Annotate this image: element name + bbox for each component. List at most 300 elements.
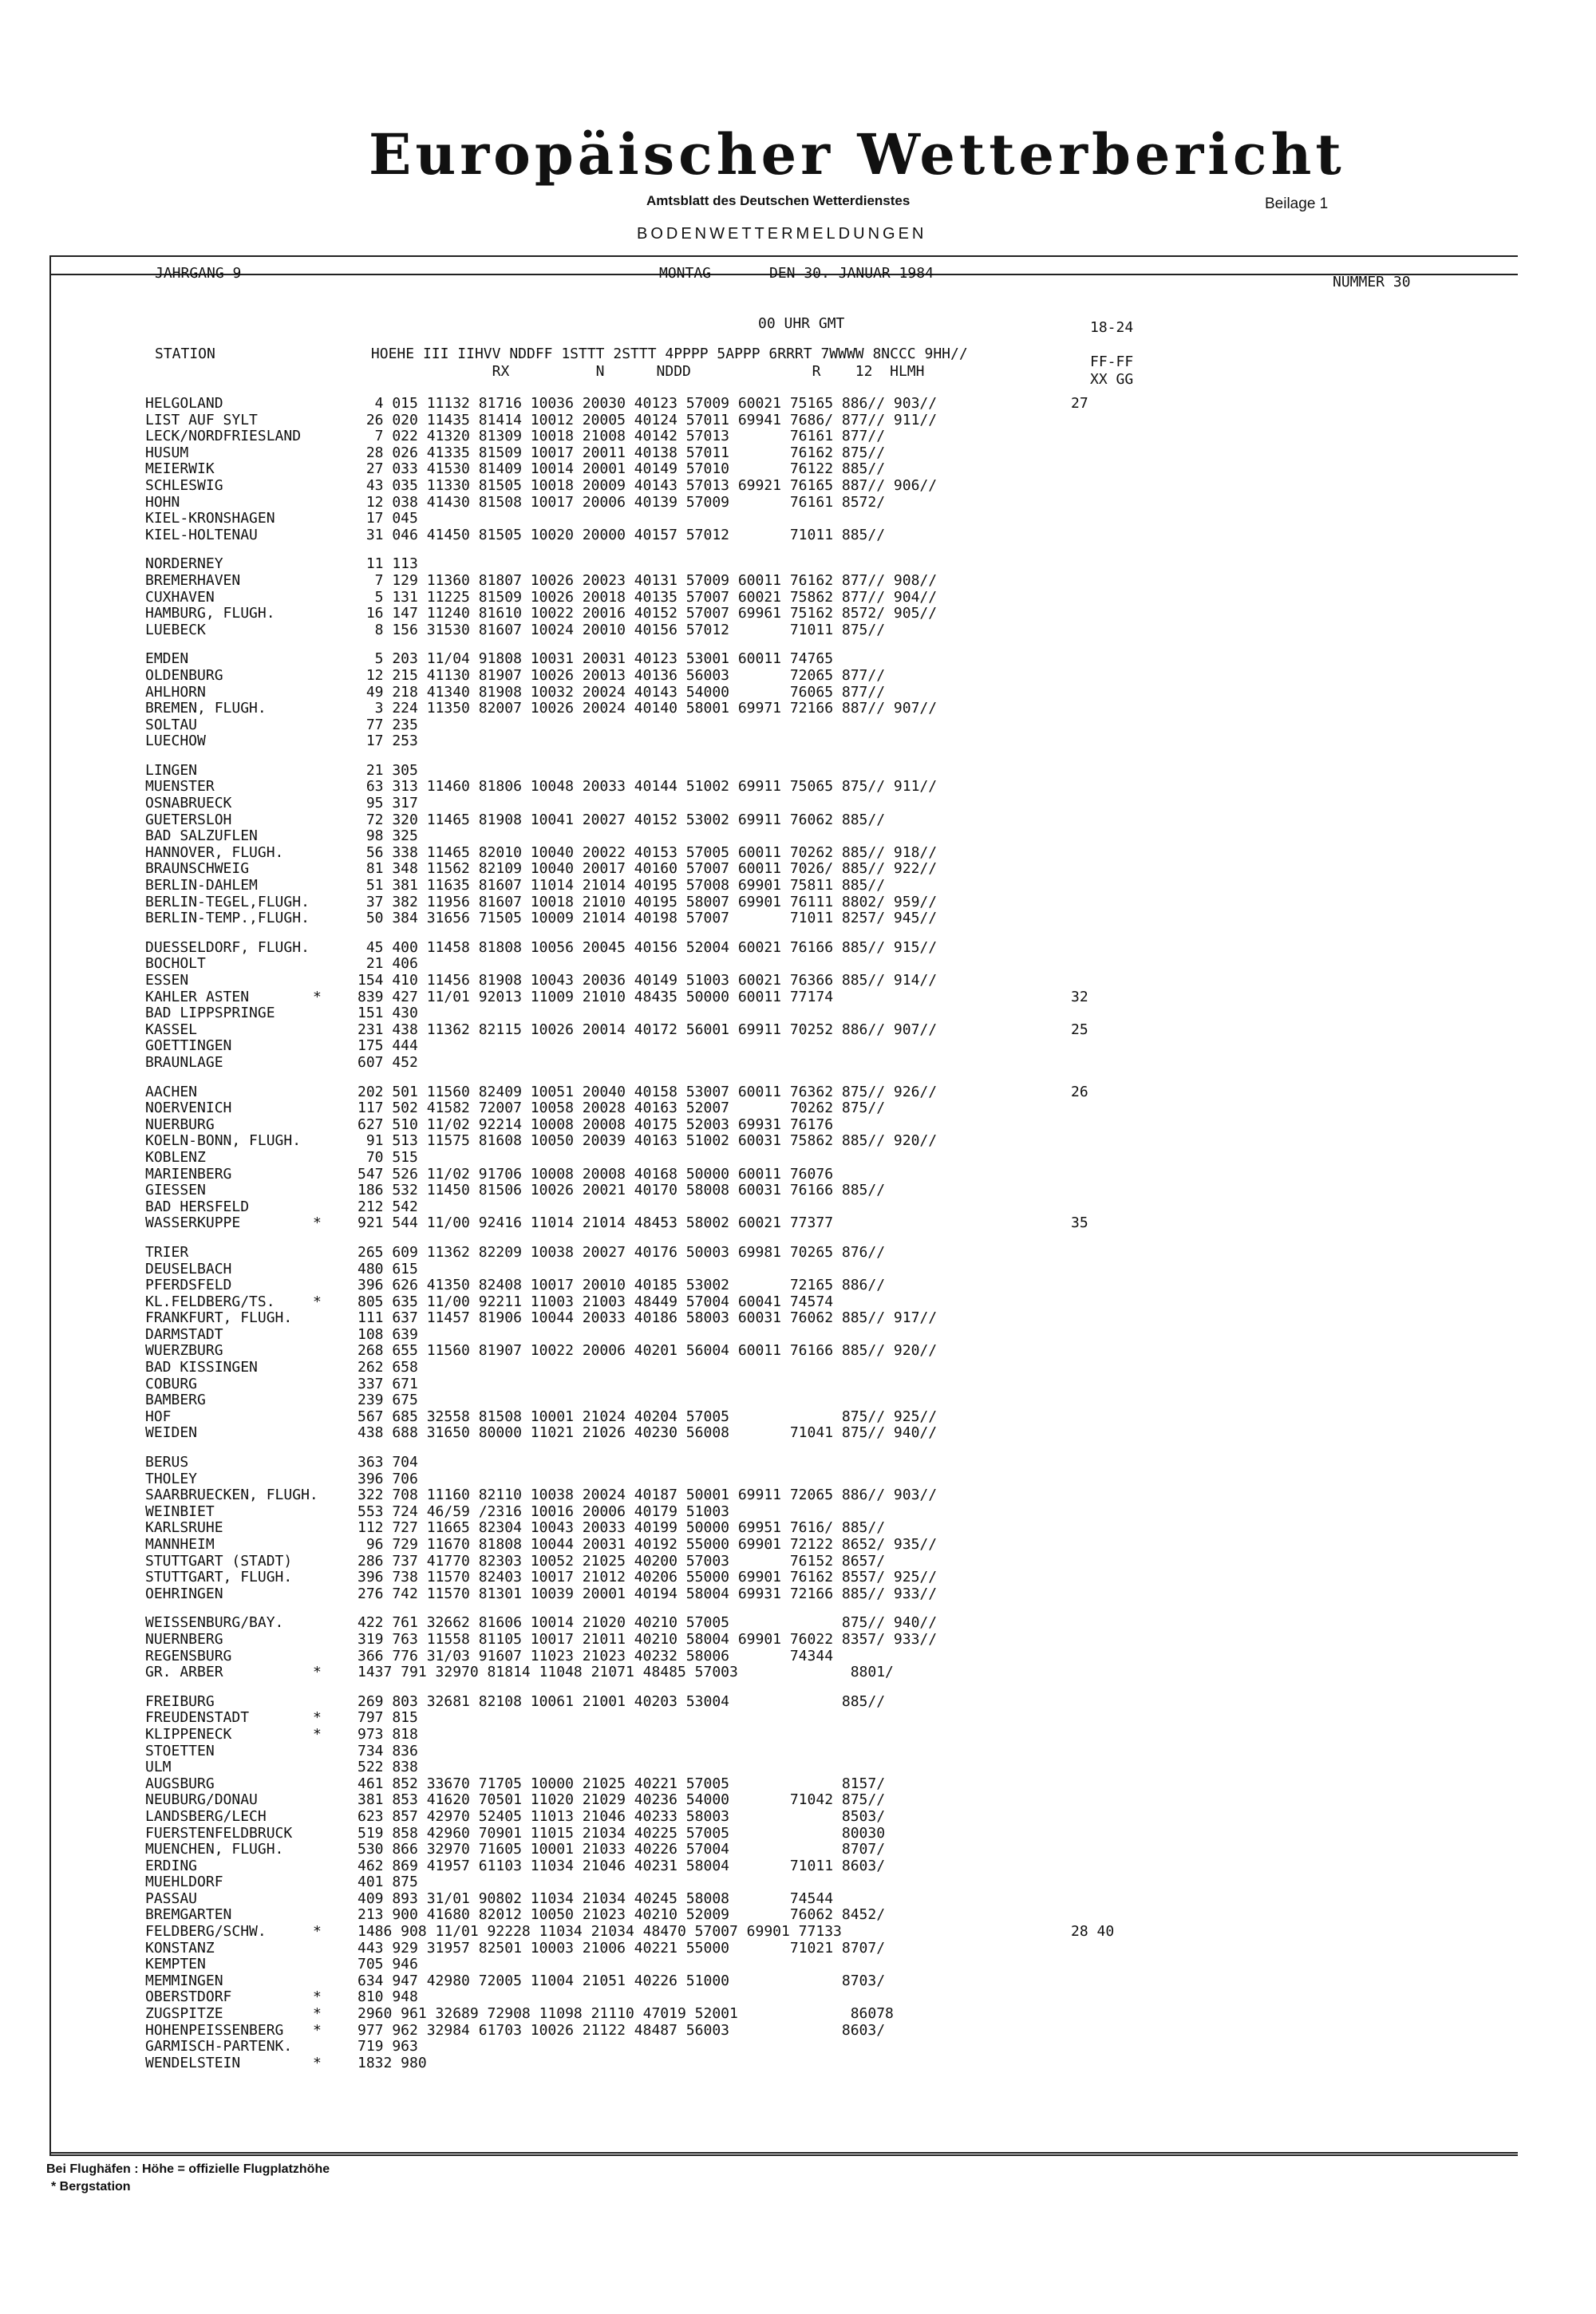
station-name: FUERSTENFELDBRUCK bbox=[145, 1825, 293, 1842]
station-row bbox=[145, 989, 1550, 1006]
station-row bbox=[145, 1694, 1550, 1711]
station-name: GOETTINGEN bbox=[145, 1038, 232, 1055]
station-row bbox=[145, 1038, 1550, 1055]
station-row bbox=[145, 622, 1550, 639]
observation-values: 81 348 11562 82109 10040 20017 40160 57007 60011 7026/ 885// 922// bbox=[358, 860, 938, 878]
station-name: KEMPTEN bbox=[145, 1957, 206, 1973]
station-name: BERLIN-TEMP.,FLUGH. bbox=[145, 910, 310, 927]
station-name: BRAUNSCHWEIG bbox=[145, 861, 250, 878]
station-row bbox=[145, 2006, 1550, 2023]
station-row bbox=[145, 1858, 1550, 1875]
observation-values: 91 513 11575 81608 10050 20039 40163 51002 60031 75862 885// 920// bbox=[358, 1132, 938, 1150]
issue-number: NUMMER 30 bbox=[1333, 274, 1411, 290]
station-name: OEHRINGEN bbox=[145, 1585, 223, 1602]
station-row bbox=[145, 511, 1550, 527]
observation-values: 443 929 31957 82501 10003 21006 40221 55000 71021 8707/ bbox=[358, 1939, 886, 1957]
station-name: LECK/NORDFRIESLAND bbox=[145, 428, 302, 445]
wind-gust-values: 35 bbox=[1071, 1214, 1088, 1232]
station-name: NUERNBERG bbox=[145, 1631, 223, 1648]
station-row bbox=[145, 1183, 1550, 1199]
station-group bbox=[145, 556, 1550, 638]
observation-values: 3 224 11350 82007 10026 20024 40140 58001 69971 72166 887// 907// bbox=[358, 700, 938, 717]
station-row bbox=[145, 894, 1550, 911]
station-name: SCHLESWIG bbox=[145, 477, 223, 494]
station-row bbox=[145, 1343, 1550, 1360]
observation-values: 262 658 bbox=[358, 1359, 418, 1376]
station-row bbox=[145, 428, 1550, 445]
station-row bbox=[145, 1294, 1550, 1311]
station-name: BERUS bbox=[145, 1455, 189, 1471]
station-row bbox=[145, 1632, 1550, 1649]
station-name: HAMBURG, FLUGH. bbox=[145, 606, 275, 622]
observation-values: 26 020 11435 81414 10012 20005 40124 57011 69941 7686/ 877// 911// bbox=[358, 411, 938, 428]
observation-values: 12 215 41130 81907 10026 20013 40136 56003 72065 877// bbox=[358, 666, 886, 684]
observation-values: 31 046 41450 81505 10020 20000 40157 57012 71011 885// bbox=[358, 526, 886, 543]
observation-values: 51 381 11635 81607 11014 21014 40195 57008 69901 75811 885// bbox=[358, 877, 886, 894]
station-row bbox=[145, 779, 1550, 796]
station-name: NOERVENICH bbox=[145, 1100, 232, 1117]
station-row bbox=[145, 1022, 1550, 1039]
section-title: BODENWETTERMELDUNGEN bbox=[637, 225, 927, 243]
station-row bbox=[145, 1167, 1550, 1183]
station-row bbox=[145, 1425, 1550, 1442]
page-title: Europäischer Wetterbericht bbox=[369, 121, 1345, 188]
station-row bbox=[145, 2055, 1550, 2072]
station-name: BAD KISSINGEN bbox=[145, 1360, 258, 1376]
station-name: KAHLER ASTEN bbox=[145, 989, 250, 1005]
station-group bbox=[145, 1615, 1550, 1680]
station-name: BOCHOLT bbox=[145, 956, 206, 973]
observation-values: 151 430 bbox=[358, 1005, 418, 1022]
observation-values: 117 502 41582 72007 10058 20028 40163 52007 70262 875// bbox=[358, 1100, 886, 1117]
observation-values: 186 532 11450 81506 10026 20021 40170 58008 60031 76166 885// bbox=[358, 1182, 886, 1199]
station-row bbox=[145, 956, 1550, 973]
station-name: WUERZBURG bbox=[145, 1343, 223, 1360]
observation-time: 00 UHR GMT bbox=[758, 315, 845, 332]
station-row bbox=[145, 1941, 1550, 1957]
station-row bbox=[145, 1759, 1550, 1776]
observation-values: 553 724 46/59 /2316 10016 20006 40179 51003 bbox=[358, 1503, 729, 1520]
station-row bbox=[145, 413, 1550, 429]
wind-gust-values: 27 bbox=[1071, 395, 1088, 412]
station-row bbox=[145, 527, 1550, 544]
station-row bbox=[145, 940, 1550, 957]
observation-values: 231 438 11362 82115 10026 20014 40172 56001 69911 70252 886// 907// bbox=[358, 1021, 938, 1038]
station-name: KASSEL bbox=[145, 1021, 198, 1038]
observation-values: 213 900 41680 82012 10050 21023 40210 52009 76062 8452/ bbox=[358, 1906, 886, 1924]
station-name: CUXHAVEN bbox=[145, 589, 215, 606]
observation-values: 21 305 bbox=[358, 761, 418, 779]
station-name: STUTTGART, FLUGH. bbox=[145, 1570, 293, 1586]
station-row bbox=[145, 1005, 1550, 1022]
station-name: HUSUM bbox=[145, 444, 189, 461]
station-name: KIEL-HOLTENAU bbox=[145, 527, 258, 543]
station-row bbox=[145, 1117, 1550, 1134]
station-row bbox=[145, 445, 1550, 462]
observation-values: 438 688 31650 80000 11021 21026 40230 56008 71041 875// 940// bbox=[358, 1424, 938, 1442]
station-name: NORDERNEY bbox=[145, 556, 223, 573]
wind-gust-values: 25 bbox=[1071, 1021, 1088, 1038]
observation-values: 21 406 bbox=[358, 955, 418, 973]
station-name: REGENSBURG bbox=[145, 1648, 232, 1664]
station-name: MANNHEIM bbox=[145, 1537, 215, 1553]
observation-values: 519 858 42960 70901 11015 21034 40225 57005 80030 bbox=[358, 1824, 886, 1842]
observation-values: 77 235 bbox=[358, 716, 418, 733]
observation-values: 522 838 bbox=[358, 1759, 418, 1776]
station-row bbox=[145, 590, 1550, 606]
station-row bbox=[145, 1277, 1550, 1294]
station-name: BREMERHAVEN bbox=[145, 572, 241, 589]
station-row bbox=[145, 1924, 1550, 1941]
observation-values: 286 737 41770 82303 10052 21025 40200 57003 76152 8657/ bbox=[358, 1552, 886, 1570]
observation-values: 396 626 41350 82408 10017 20010 40185 53002 72165 886// bbox=[358, 1277, 886, 1294]
station-name: LINGEN bbox=[145, 762, 198, 779]
station-name: GUETERSLOH bbox=[145, 811, 232, 828]
observation-values: 530 866 32970 71605 10001 21033 40226 57004 8707/ bbox=[358, 1841, 886, 1858]
station-row bbox=[145, 1554, 1550, 1570]
station-name: MUEHLDORF bbox=[145, 1874, 223, 1891]
station-name: BAD HERSFELD bbox=[145, 1198, 250, 1215]
station-name: BAD LIPPSPRINGE bbox=[145, 1005, 275, 1022]
observation-values: 98 325 bbox=[358, 827, 418, 845]
station-row bbox=[145, 1743, 1550, 1760]
station-name: PFERDSFELD bbox=[145, 1277, 232, 1294]
mountain-station-marker: * bbox=[313, 1293, 322, 1310]
observation-values: 5 131 11225 81509 10026 20018 40135 57007 60021 75862 877// 904// bbox=[358, 588, 938, 606]
station-row bbox=[145, 973, 1550, 989]
station-name: KIEL-KRONSHAGEN bbox=[145, 511, 275, 527]
observation-values: 366 776 31/03 91607 11023 21023 40232 58006 74344 bbox=[358, 1647, 834, 1664]
station-name: PASSAU bbox=[145, 1890, 198, 1907]
observation-values: 705 946 bbox=[358, 1956, 418, 1973]
station-name: DEUSELBACH bbox=[145, 1261, 232, 1277]
station-group bbox=[145, 1455, 1550, 1602]
observation-values: 175 444 bbox=[358, 1037, 418, 1055]
station-name: KL.FELDBERG/TS. bbox=[145, 1293, 275, 1310]
observation-values: 977 962 32984 61703 10026 21122 48487 56003 8603/ bbox=[358, 2021, 886, 2039]
observation-values: 212 542 bbox=[358, 1198, 418, 1215]
station-name: GIESSEN bbox=[145, 1183, 206, 1199]
station-row bbox=[145, 1826, 1550, 1842]
observation-values: 719 963 bbox=[358, 2038, 418, 2055]
station-row bbox=[145, 1973, 1550, 1990]
station-row bbox=[145, 396, 1550, 413]
observation-values: 276 742 11570 81301 10039 20001 40194 58004 69931 72166 885// 933// bbox=[358, 1585, 938, 1602]
station-name: SAARBRUECKEN, FLUGH. bbox=[145, 1487, 318, 1504]
station-name: LANDSBERG/LECH bbox=[145, 1808, 267, 1825]
observation-values: 239 675 bbox=[358, 1392, 418, 1409]
mountain-station-marker: * bbox=[313, 1988, 322, 2006]
station-name: OSNABRUECK bbox=[145, 796, 232, 812]
station-row bbox=[145, 495, 1550, 511]
jahrgang: JAHRGANG 9 bbox=[155, 265, 242, 282]
observation-values: 627 510 11/02 92214 10008 20008 40175 52003 69931 76176 bbox=[358, 1116, 834, 1133]
station-row bbox=[145, 828, 1550, 845]
station-row bbox=[145, 1150, 1550, 1167]
station-name: ERDING bbox=[145, 1858, 198, 1874]
observation-values: 7 022 41320 81309 10018 21008 40142 57013 76161 877// bbox=[358, 428, 886, 445]
station-name: COBURG bbox=[145, 1376, 198, 1392]
observation-values: 95 317 bbox=[358, 795, 418, 812]
station-row bbox=[145, 878, 1550, 894]
station-name: MEIERWIK bbox=[145, 461, 215, 478]
station-row bbox=[145, 2023, 1550, 2040]
station-name: FREUDENSTADT bbox=[145, 1710, 250, 1727]
observation-values: 462 869 41957 61103 11034 21046 40231 58004 71011 8603/ bbox=[358, 1857, 886, 1874]
observation-values: 12 038 41430 81508 10017 20006 40139 57009 76161 8572/ bbox=[358, 493, 886, 511]
observation-values: 319 763 11558 81105 10017 21011 40210 58004 69901 76022 8357/ 933// bbox=[358, 1630, 938, 1648]
observation-values: 265 609 11362 82209 10038 20027 40176 50003 69981 70265 876// bbox=[358, 1243, 886, 1261]
station-name: WEISSENBURG/BAY. bbox=[145, 1615, 284, 1632]
station-row bbox=[145, 1710, 1550, 1727]
station-name: WEINBIET bbox=[145, 1503, 215, 1520]
observation-values: 16 147 11240 81610 10022 20016 40152 57007 69961 75162 8572/ 905// bbox=[358, 605, 938, 622]
observation-values: 480 615 bbox=[358, 1260, 418, 1277]
station-name: MUENCHEN, FLUGH. bbox=[145, 1842, 284, 1858]
observation-values: 96 729 11670 81808 10044 20031 40192 55000 69901 72122 8652/ 935// bbox=[358, 1536, 938, 1553]
station-name: AHLHORN bbox=[145, 684, 206, 701]
observation-values: 7 129 11360 81807 10026 20023 40131 57009 60011 76162 877// 908// bbox=[358, 571, 938, 589]
observation-values: 4 015 11132 81716 10036 20030 40123 57009 60021 75165 886// 903// bbox=[358, 395, 938, 412]
mountain-station-marker: * bbox=[313, 988, 322, 1005]
observation-values: 839 427 11/01 92013 11009 21010 48435 50000 60011 77174 bbox=[358, 988, 834, 1005]
station-group bbox=[145, 763, 1550, 927]
observation-values: 37 382 11956 81607 10018 21010 40195 58007 69901 76111 8802/ 959// bbox=[358, 893, 938, 910]
observation-values: 409 893 31/01 90802 11034 21034 40245 58008 74544 bbox=[358, 1890, 834, 1907]
observation-values: 623 857 42970 52405 11013 21046 40233 58003 8503/ bbox=[358, 1807, 886, 1825]
station-row bbox=[145, 1215, 1550, 1232]
observation-values: 401 875 bbox=[358, 1874, 418, 1891]
station-group bbox=[145, 396, 1550, 543]
station-row bbox=[145, 717, 1550, 734]
station-row bbox=[145, 478, 1550, 495]
observation-values: 17 253 bbox=[358, 733, 418, 750]
station-name: WENDELSTEIN bbox=[145, 2055, 241, 2071]
station-name: KONSTANZ bbox=[145, 1940, 215, 1957]
station-name: ULM bbox=[145, 1759, 172, 1776]
observation-values: 50 384 31656 71505 10009 21014 40198 57007 71011 8257/ 945// bbox=[358, 910, 938, 927]
station-name: BERLIN-DAHLEM bbox=[145, 878, 258, 894]
observation-values: 547 526 11/02 91706 10008 20008 40168 50000 60011 76076 bbox=[358, 1165, 834, 1183]
ff-range: 18-24 bbox=[1090, 319, 1134, 336]
station-name: LUEBECK bbox=[145, 622, 206, 638]
observation-values: 337 671 bbox=[358, 1375, 418, 1392]
station-name: BAMBERG bbox=[145, 1392, 206, 1409]
observation-values: 921 544 11/00 92416 11014 21014 48453 58002 60021 77377 bbox=[358, 1214, 834, 1232]
observation-values: 607 452 bbox=[358, 1053, 418, 1071]
station-name: KOBLENZ bbox=[145, 1149, 206, 1166]
observation-values: 43 035 11330 81505 10018 20009 40143 57013 69921 76165 887// 906// bbox=[358, 476, 938, 494]
station-name: NEUBURG/DONAU bbox=[145, 1792, 258, 1809]
station-row bbox=[145, 1360, 1550, 1376]
station-row bbox=[145, 1455, 1550, 1471]
station-row bbox=[145, 733, 1550, 750]
station-name: DARMSTADT bbox=[145, 1326, 223, 1343]
observation-values: 202 501 11560 82409 10051 20040 40158 53007 60011 76362 875// 926// bbox=[358, 1083, 938, 1100]
station-row bbox=[145, 1327, 1550, 1344]
observation-values: 1832 980 bbox=[358, 2054, 427, 2071]
station-row bbox=[145, 1842, 1550, 1858]
station-name: LIST AUF SYLT bbox=[145, 412, 258, 428]
station-row bbox=[145, 1957, 1550, 1973]
station-row bbox=[145, 1392, 1550, 1409]
station-name: HOHENPEISSENBERG bbox=[145, 2022, 284, 2039]
mountain-station-marker: * bbox=[313, 1709, 322, 1727]
station-row bbox=[145, 845, 1550, 862]
station-name: WASSERKUPPE bbox=[145, 1215, 241, 1232]
station-group bbox=[145, 1245, 1550, 1442]
observation-values: 63 313 11460 81806 10048 20033 40144 51002 69911 75065 875// 911// bbox=[358, 778, 938, 796]
footnote-airport-height: Bei Flughäfen : Höhe = offizielle Flugplatzhöhe bbox=[46, 2162, 330, 2176]
observation-values: 734 836 bbox=[358, 1742, 418, 1759]
station-row bbox=[145, 1055, 1550, 1072]
subtitle: Amtsblatt des Deutschen Wetterdienstes bbox=[646, 193, 911, 208]
station-name: FELDBERG/SCHW. bbox=[145, 1924, 267, 1941]
mountain-station-marker: * bbox=[313, 1923, 322, 1941]
station-row bbox=[145, 1409, 1550, 1426]
station-row bbox=[145, 685, 1550, 701]
station-row bbox=[145, 1199, 1550, 1216]
observation-values: 363 704 bbox=[358, 1454, 418, 1471]
station-row bbox=[145, 1586, 1550, 1603]
wind-gust-values: 26 bbox=[1071, 1083, 1088, 1100]
station-row bbox=[145, 1133, 1550, 1150]
station-row bbox=[145, 668, 1550, 685]
observation-values: 17 045 bbox=[358, 510, 418, 527]
observation-values: 28 026 41335 81509 10017 20011 40138 57011 76162 875// bbox=[358, 444, 886, 461]
station-name: GR. ARBER bbox=[145, 1664, 223, 1681]
station-name: ZUGSPITZE bbox=[145, 2006, 223, 2023]
station-row bbox=[145, 1100, 1550, 1117]
mountain-station-marker: * bbox=[313, 2005, 322, 2023]
station-name: MARIENBERG bbox=[145, 1166, 232, 1183]
station-name: WEIDEN bbox=[145, 1425, 198, 1442]
mountain-station-marker: * bbox=[313, 2021, 322, 2039]
station-name: SOLTAU bbox=[145, 717, 198, 733]
station-row bbox=[145, 1891, 1550, 1908]
station-group bbox=[145, 1694, 1550, 2072]
observation-values: 797 815 bbox=[358, 1709, 418, 1727]
station-group bbox=[145, 651, 1550, 750]
wind-gust-values: 32 bbox=[1071, 988, 1088, 1005]
station-row bbox=[145, 1615, 1550, 1632]
station-row bbox=[145, 1649, 1550, 1665]
observation-values: 1437 791 32970 81814 11048 21071 48485 57003 8801/ bbox=[358, 1664, 894, 1681]
station-row bbox=[145, 861, 1550, 878]
station-table bbox=[145, 396, 1550, 2084]
station-row bbox=[145, 2039, 1550, 2055]
observation-values: 56 338 11465 82010 10040 20022 40153 57005 60011 70262 885// 918// bbox=[358, 843, 938, 861]
station-name: GARMISCH-PARTENK. bbox=[145, 2039, 293, 2055]
station-row bbox=[145, 1664, 1550, 1681]
station-name: TRIER bbox=[145, 1244, 189, 1261]
station-name: STOETTEN bbox=[145, 1743, 215, 1759]
station-name: BERLIN-TEGEL,FLUGH. bbox=[145, 894, 310, 910]
observation-values: 154 410 11456 81908 10043 20036 40149 51003 60021 76366 885// 914// bbox=[358, 972, 938, 989]
station-name: STUTTGART (STADT) bbox=[145, 1553, 293, 1570]
observation-values: 396 738 11570 82403 10017 21012 40206 55000 69901 76162 8557/ 925// bbox=[358, 1569, 938, 1586]
observation-values: 422 761 32662 81606 10014 21020 40210 57005 875// 940// bbox=[358, 1614, 938, 1632]
station-name: BRAUNLAGE bbox=[145, 1054, 223, 1071]
station-row bbox=[145, 1504, 1550, 1521]
beilage-label: Beilage 1 bbox=[1265, 195, 1329, 212]
column-header-line2: RX N NDDD R 12 HLMH bbox=[155, 363, 925, 380]
station-name: FREIBURG bbox=[145, 1693, 215, 1710]
observation-values: 269 803 32681 82108 10061 21001 40203 53004 885// bbox=[358, 1692, 886, 1710]
station-row bbox=[145, 1310, 1550, 1327]
station-row bbox=[145, 1084, 1550, 1101]
station-name: KLIPPENECK bbox=[145, 1726, 232, 1743]
observation-values: 396 706 bbox=[358, 1470, 418, 1487]
station-row bbox=[145, 1520, 1550, 1537]
observation-values: 268 655 11560 81907 10022 20006 40201 56004 60011 76166 885// 920// bbox=[358, 1342, 938, 1360]
station-name: BREMGARTEN bbox=[145, 1907, 232, 1924]
station-name: OBERSTDORF bbox=[145, 1989, 232, 2006]
observation-values: 461 852 33670 71705 10000 21025 40221 57005 8157/ bbox=[358, 1775, 886, 1792]
station-group bbox=[145, 940, 1550, 1072]
station-row bbox=[145, 606, 1550, 622]
observation-values: 11 113 bbox=[358, 555, 418, 573]
station-name: HOF bbox=[145, 1408, 172, 1425]
station-name: HANNOVER, FLUGH. bbox=[145, 844, 284, 861]
station-name: BREMEN, FLUGH. bbox=[145, 701, 267, 717]
station-name: LUECHOW bbox=[145, 733, 206, 750]
observation-values: 973 818 bbox=[358, 1725, 418, 1743]
station-name: ESSEN bbox=[145, 973, 189, 989]
station-row bbox=[145, 573, 1550, 590]
station-name: HOHN bbox=[145, 494, 180, 511]
observation-values: 381 853 41620 70501 11020 21029 40236 54000 71042 875// bbox=[358, 1791, 886, 1809]
observation-values: 112 727 11665 82304 10043 20033 40199 50000 69951 7616/ 885// bbox=[358, 1519, 886, 1537]
station-row bbox=[145, 701, 1550, 717]
station-row bbox=[145, 1989, 1550, 2006]
station-row bbox=[145, 1376, 1550, 1393]
report-date: DEN 30. JANUAR 1984 bbox=[769, 265, 934, 282]
station-name: MUENSTER bbox=[145, 779, 215, 796]
station-row bbox=[145, 763, 1550, 780]
station-row bbox=[145, 1471, 1550, 1488]
mountain-station-marker: * bbox=[313, 1664, 322, 1681]
mountain-station-marker: * bbox=[313, 1725, 322, 1743]
station-row bbox=[145, 1776, 1550, 1793]
station-row bbox=[145, 1537, 1550, 1554]
observation-values: 1486 908 11/01 92228 11034 21034 48470 57007 69901 77133 bbox=[358, 1923, 842, 1941]
observation-values: 2960 961 32689 72908 11098 21110 47019 52001 86078 bbox=[358, 2005, 894, 2023]
wind-gust-values: 28 40 bbox=[1071, 1923, 1115, 1941]
observation-values: 27 033 41530 81409 10014 20001 40149 57010 76122 885// bbox=[358, 460, 886, 478]
station-name: OLDENBURG bbox=[145, 667, 223, 684]
observation-values: 322 708 11160 82110 10038 20024 40187 50001 69911 72065 886// 903// bbox=[358, 1487, 938, 1504]
station-row bbox=[145, 910, 1550, 927]
station-row bbox=[145, 796, 1550, 812]
observation-values: 8 156 31530 81607 10024 20010 40156 57012 71011 875// bbox=[358, 621, 886, 638]
footnote-mountain-station: * Bergstation bbox=[51, 2180, 131, 2194]
station-name: KARLSRUHE bbox=[145, 1520, 223, 1537]
station-row bbox=[145, 556, 1550, 573]
station-name: BAD SALZUFLEN bbox=[145, 828, 258, 845]
station-name: HELGOLAND bbox=[145, 396, 223, 412]
observation-values: 805 635 11/00 92211 11003 21003 48449 57004 60041 74574 bbox=[358, 1293, 834, 1310]
station-name: AACHEN bbox=[145, 1084, 198, 1100]
station-row bbox=[145, 1792, 1550, 1809]
station-row bbox=[145, 651, 1550, 668]
station-group bbox=[145, 1084, 1550, 1232]
observation-values: 72 320 11465 81908 10041 20027 40152 53002 69911 76062 885// bbox=[358, 811, 886, 828]
mountain-station-marker: * bbox=[313, 1214, 322, 1232]
station-row bbox=[145, 461, 1550, 478]
station-name: FRANKFURT, FLUGH. bbox=[145, 1310, 293, 1327]
observation-values: 5 203 11/04 91808 10031 20031 40123 53001 60011 74765 bbox=[358, 650, 834, 668]
